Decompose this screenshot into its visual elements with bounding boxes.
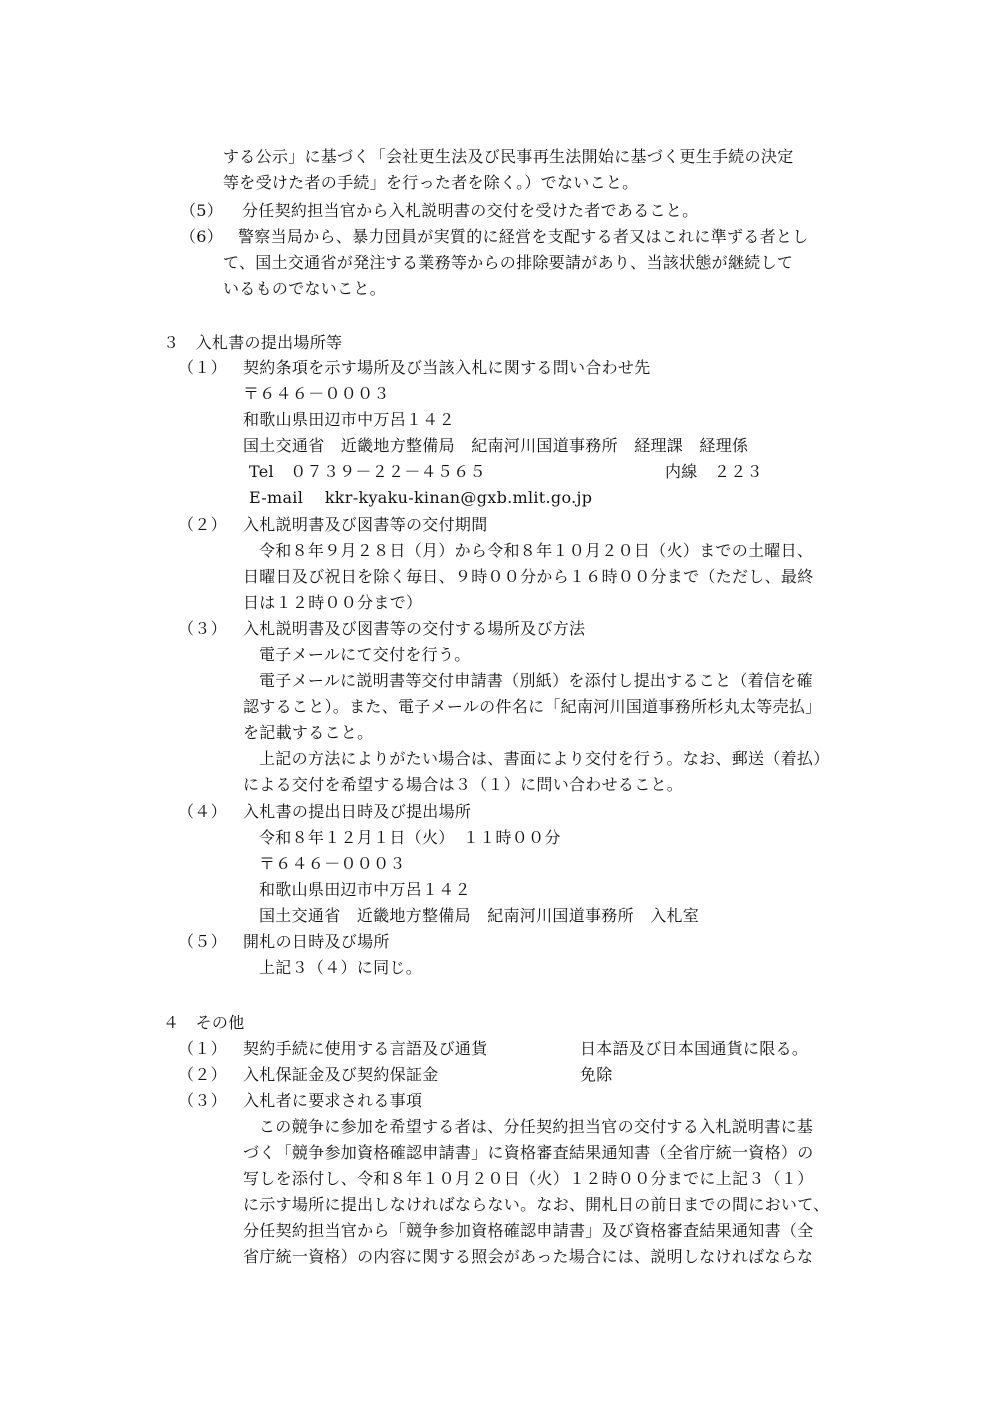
item-number: （１） [178, 1039, 227, 1058]
address: 和歌山県田辺市中万呂１４２ [259, 880, 471, 899]
item-text: この競争に参加を希望する者は、分任契約担当官の交付する入札説明書に基 [259, 1117, 814, 1136]
item-title: 入札保証金及び契約保証金 [243, 1065, 439, 1084]
section-heading: ３ 入札書の提出場所等 [163, 333, 343, 352]
item-text: 日は１２時００分まで） [243, 593, 423, 612]
item-text: 上記３（４）に同じ。 [259, 958, 423, 977]
item-text: 分任契約担当官から入札説明書の交付を受けた者であること。 [242, 201, 699, 220]
item-number: （5） [180, 201, 224, 220]
item-number: （４） [178, 802, 227, 821]
item-number: （２） [178, 515, 227, 534]
address: 和歌山県田辺市中万呂１４２ [243, 410, 455, 429]
item-value: 免除 [580, 1065, 613, 1084]
item-text: 写しを添付し、令和８年１０月２０日（火）１２時００分までに上記３（１） [243, 1169, 814, 1188]
item-text: による交付を希望する場合は３（１）に問い合わせること。 [243, 775, 684, 794]
item-number: （6） [180, 227, 224, 246]
extension: 内線 ２２３ [665, 462, 763, 481]
postal-code: 〒６４６－０００３ [259, 854, 406, 873]
item-text: 日曜日及び祝日を除く毎日、９時００分から１６時００分まで（ただし、最終 [243, 567, 814, 586]
item-text: 分任契約担当官から「競争参加資格確認申請書」及び資格審査結果通知書（全 [243, 1221, 814, 1240]
item-title: 開札の日時及び場所 [243, 932, 390, 951]
item-text: て、国土交通省が発注する業務等からの排除要請があり、当該状態が継続して [223, 253, 794, 272]
item-text: 電子メールに説明書等交付申請書（別紙）を添付し提出すること（着信を確 [259, 671, 813, 690]
item-title: 入札者に要求される事項 [243, 1091, 423, 1110]
item-text: を記載すること。 [243, 723, 374, 742]
item-number: （２） [178, 1065, 227, 1084]
item-text: 省庁統一資格）の内容に関する照会があった場合には、説明しなければならな [243, 1247, 814, 1266]
item-number: （５） [178, 932, 227, 951]
item-value: 日本語及び日本国通貨に限る。 [580, 1039, 809, 1058]
item-title: 入札説明書及び図書等の交付期間 [243, 515, 488, 534]
item-number: （１） [178, 358, 227, 377]
item-text: 警察当局から、暴力団員が実質的に経営を支配する者又はこれに準ずる者とし [238, 227, 809, 246]
email-address: E-mail kkr-kyaku-kinan@gxb.mlit.go.jp [249, 488, 593, 507]
submission-date: 令和８年１２月１日（火） １１時００分 [259, 828, 561, 847]
telephone: Tel ０７３９－２２－４５６５ [249, 462, 486, 481]
item-title: 契約条項を示す場所及び当該入札に関する問い合わせ先 [243, 358, 651, 377]
continuation-line: する公示」に基づく「会社更生法及び民事再生法開始に基づく更生手続の決定 [223, 147, 794, 166]
item-title: 入札書の提出日時及び提出場所 [243, 802, 472, 821]
office-name: 国土交通省 近畿地方整備局 紀南河川国道事務所 経理課 経理係 [243, 436, 749, 455]
item-number: （３） [178, 1091, 227, 1110]
item-text: 上記の方法によりがたい場合は、書面により交付を行う。なお、郵送（着払） [259, 749, 830, 768]
item-title: 契約手続に使用する言語及び通貨 [243, 1039, 488, 1058]
item-text: づく「競争参加資格確認申請書」に資格審査結果通知書（全省庁統一資格）の [243, 1143, 814, 1162]
office-name: 国土交通省 近畿地方整備局 紀南河川国道事務所 入札室 [259, 906, 700, 925]
item-text: 令和８年９月２８日（月）から令和８年１０月２０日（火）までの土曜日、 [259, 541, 814, 560]
item-text: 認すること）。また、電子メールの件名に「紀南河川国道事務所杉丸太等売払」 [243, 697, 822, 716]
item-text: いるものでないこと。 [223, 279, 387, 298]
item-text: に示す場所に提出しなければならない。なお、開札日の前日までの間において、 [243, 1195, 830, 1214]
section-heading: ４ その他 [163, 1013, 245, 1032]
continuation-line: 等を受けた者の手続」を行った者を除く。）でないこと。 [223, 173, 639, 192]
postal-code: 〒６４６－０００３ [243, 384, 390, 403]
item-number: （３） [178, 619, 227, 638]
item-text: 電子メールにて交付を行う。 [259, 645, 471, 664]
item-title: 入札説明書及び図書等の交付する場所及び方法 [243, 619, 586, 638]
